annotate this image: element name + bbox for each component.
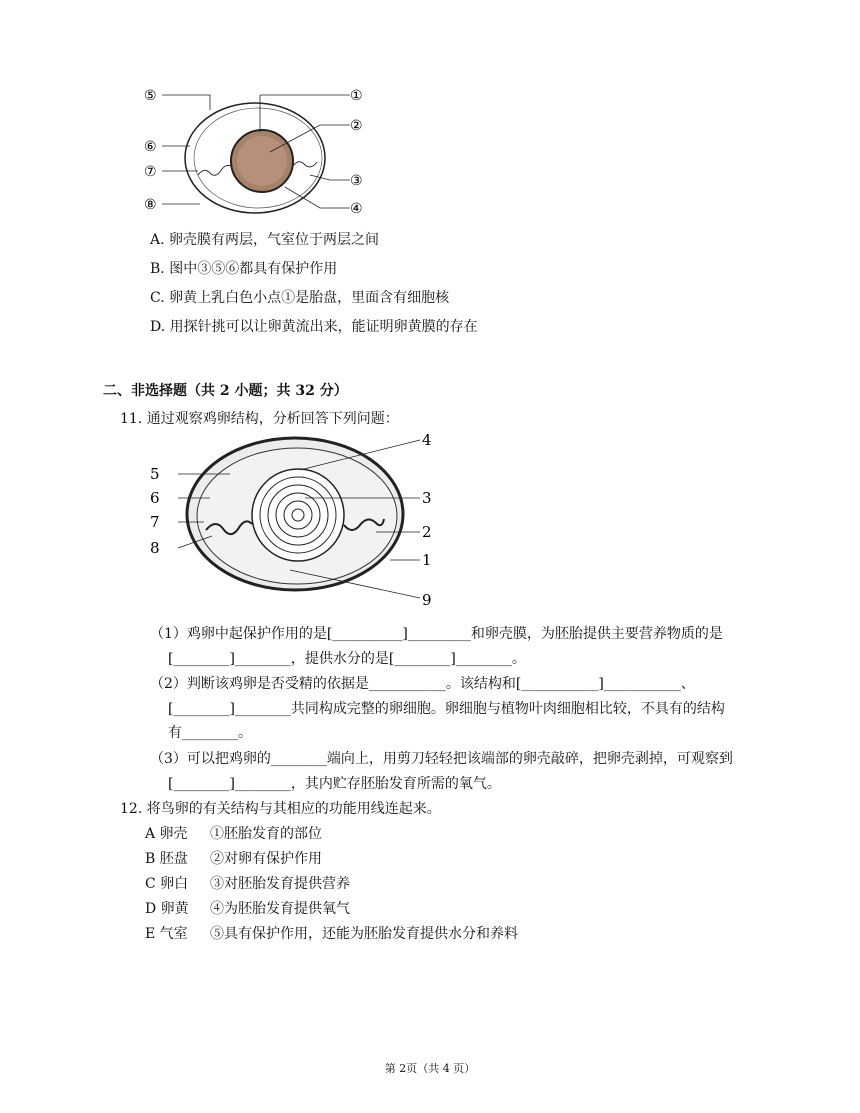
fig2-label-1: 1	[422, 551, 432, 569]
fig2-label-9: 9	[422, 591, 432, 609]
yolk-outer	[252, 469, 344, 561]
q11-part2-line1: （2）判断该鸡卵是否受精的依据是___________。该结构和[___________]___________、	[150, 676, 695, 692]
option-b: B. 图中③⑤⑥都具有保护作用	[150, 261, 338, 277]
fig1-label-2: ②	[350, 118, 363, 134]
q11-part3-line2: [________]________，其内贮存胚胎发育所需的氧气。	[168, 776, 501, 792]
option-a: A. 卵壳膜有两层，气室位于两层之间	[150, 232, 380, 248]
q11-part1-line2: [________]________，提供水分的是[________]________。	[168, 651, 526, 667]
q12-left-b: B 胚盘	[145, 851, 188, 867]
q12-right-4: ④为胚胎发育提供氧气	[210, 901, 350, 917]
q12-left-a: A 卵壳	[145, 826, 188, 842]
q11-part3-line1: （3）可以把鸡卵的________端向上，用剪刀轻轻把该端部的卵壳敲碎，把卵壳剥掉，可观察到	[150, 751, 733, 767]
fig1-label-7: ⑦	[144, 164, 157, 180]
q12-left-e: E 气室	[145, 926, 188, 942]
egg-diagram-2	[140, 430, 440, 610]
q12-right-3: ③对胚胎发育提供营养	[210, 876, 350, 892]
fig2-label-5: 5	[150, 465, 160, 483]
fig1-label-4: ④	[350, 201, 363, 217]
fig2-label-4: 4	[422, 431, 432, 449]
fig1-label-1: ①	[350, 88, 363, 104]
fig1-label-5: ⑤	[144, 88, 157, 104]
q12-left-c: C 卵白	[145, 876, 189, 892]
q12-left-d: D 卵黄	[145, 901, 189, 917]
fig2-label-3: 3	[422, 489, 432, 507]
q12-right-2: ②对卵有保护作用	[210, 851, 322, 867]
fig1-label-6: ⑥	[144, 139, 157, 155]
fig2-label-7: 7	[150, 513, 160, 531]
q12-right-1: ①胚胎发育的部位	[210, 826, 322, 842]
section-heading: 二、非选择题（共 2 小题；共 32 分）	[103, 383, 348, 399]
fig2-label-2: 2	[422, 523, 432, 541]
q11-part2-line2: [________]________共同构成完整的卵细胞。卵细胞与植物叶肉细胞相比较，不具有的结构	[168, 701, 725, 717]
egg-diagram-1	[140, 80, 370, 220]
yolk-texture	[237, 136, 287, 186]
fig1-label-3: ③	[350, 173, 363, 189]
option-d: D. 用探针挑可以让卵黄流出来，能证明卵黄膜的存在	[150, 319, 478, 335]
q11-part1-line1: （1）鸡卵中起保护作用的是[__________]_________和卵壳膜，为胚胎提供主要营养物质的是	[150, 626, 723, 642]
q11-part2-line3: 有________。	[168, 725, 252, 741]
page-footer: 第 2页（共 4 页）	[384, 1062, 476, 1075]
fig2-label-6: 6	[150, 489, 160, 507]
option-c: C. 卵黄上乳白色小点①是胎盘，里面含有细胞核	[150, 290, 450, 306]
question-12-stem: 12. 将鸟卵的有关结构与其相应的功能用线连起来。	[120, 801, 441, 817]
fig2-label-8: 8	[150, 539, 160, 557]
q12-right-5: ⑤具有保护作用，还能为胚胎发育提供水分和养料	[210, 926, 518, 942]
fig1-label-8: ⑧	[144, 197, 157, 213]
question-11-stem: 11. 通过观察鸡卵结构，分析回答下列问题：	[120, 411, 399, 427]
